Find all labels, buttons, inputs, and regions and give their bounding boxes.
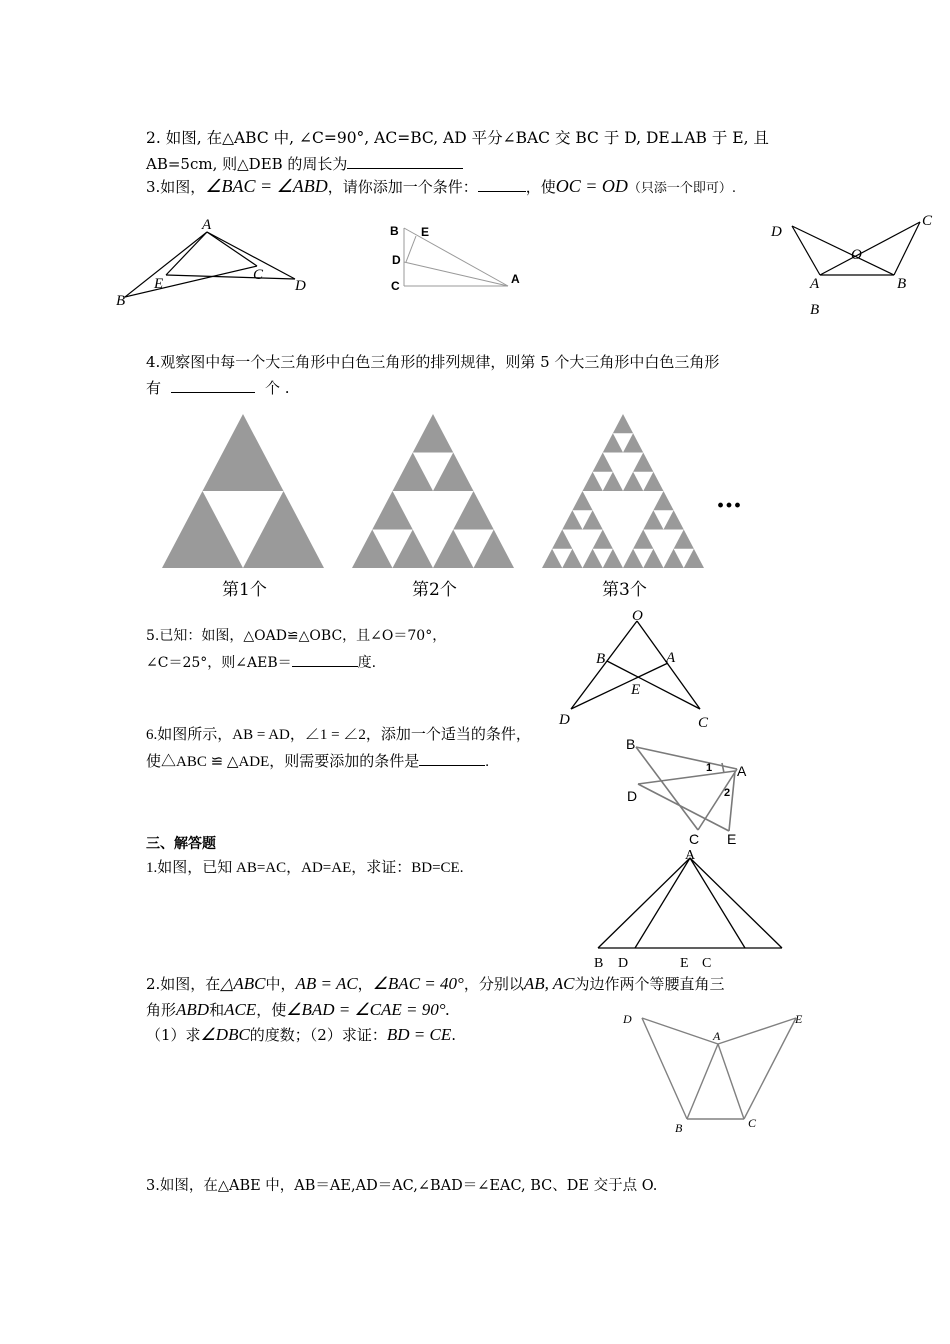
fig-q2-label-a: A (202, 217, 212, 233)
fig-q4-caption-3: 第3个 (602, 580, 647, 600)
q6-answer-blank[interactable] (419, 750, 485, 766)
q6-line2-suffix: . (485, 754, 490, 770)
fig-q3-bowtie (768, 208, 938, 318)
q5-line2 (146, 651, 376, 673)
q4-line2 (146, 377, 290, 398)
q3-target: OC = OD (555, 176, 628, 196)
fig-q2b-label-e: E (421, 225, 430, 239)
fig-q5-label-a: A (666, 650, 676, 666)
s3p2-and: 和 (209, 1001, 225, 1019)
s3p2-sep: ， (357, 975, 373, 993)
fig-q6-triangles (622, 733, 752, 851)
fig-q2-label-d: D (295, 278, 306, 294)
q3-answer-blank[interactable] (478, 176, 526, 192)
fig-q6-label-1: 1 (706, 762, 713, 774)
fig-s3p1-label-e: E (680, 956, 689, 971)
fig-s3-p1-triangle (588, 846, 793, 971)
fig-q4-caption-2: 第2个 (412, 580, 457, 600)
fig-q2b-label-b: B (390, 224, 399, 238)
s3p2-sides: AB, AC (523, 974, 575, 993)
section3-p1: 1.如图，已知 AB=AC，AD=AE，求证：BD=CE. (146, 860, 464, 876)
s3p2-l3-c: . (451, 1026, 456, 1044)
q4-line2-suffix: 个 . (265, 379, 290, 397)
s3p2-l2-a: 角形 (146, 1001, 177, 1019)
fig-q4-sierpinski-2 (350, 412, 516, 570)
fig-q3-label-c: C (922, 213, 933, 229)
q5-line2-suffix: 度. (357, 655, 377, 671)
s3p2-eq3: ∠BAD = ∠CAE = 90°. (286, 1000, 450, 1019)
q6-line2-prefix: 使△ABC ≌ △ADE，则需要添加的条件是 (146, 754, 420, 770)
fig-q4-ellipsis: … (716, 484, 742, 514)
q2-line2-text: AB=5cm, 则△DEB 的周长为 (146, 155, 348, 173)
fig-q4-caption-1: 第1个 (222, 580, 267, 600)
q3-prefix: 3.如图， (146, 178, 206, 196)
fig-q6-label-c: C (689, 831, 700, 847)
s3p2-tri: △ABC (220, 974, 266, 993)
fig-s3p1-label-c: C (702, 956, 712, 971)
q3-mid: ，请你添加一个条件： (327, 178, 478, 196)
section3-title: 三、解答题 (146, 836, 216, 852)
s3p2-l1-c: ，分别以 (463, 975, 524, 993)
fig-q2b-label-d: D (392, 253, 401, 267)
s3p2-l3-a: （1）求 (146, 1026, 201, 1044)
fig-q3-label-b: B (897, 276, 907, 292)
fig-q2b-label-a: A (511, 272, 520, 286)
fig-q4-sierpinski-1 (160, 412, 326, 570)
fig-q3-label-d: D (771, 224, 782, 240)
section3-p2-line2 (146, 1000, 450, 1020)
fig-q5-label-o: O (632, 608, 643, 624)
s3p2-eq2: ∠BAC = 40° (372, 974, 464, 993)
q2-line2 (146, 153, 463, 174)
fig-q2-triangle (110, 215, 320, 310)
s3p2-eq4: BD = CE (386, 1025, 452, 1044)
q6-line2 (146, 750, 489, 772)
section3-p3: 3.如图，在△ABE 中，AB＝AE,AD＝AC,∠BAD＝∠EAC, BC、DE 交于点 O. (146, 1178, 658, 1194)
fig-q2b-label-c: C (391, 279, 400, 293)
fig-q2-label-e: E (154, 276, 164, 292)
fig-q2-label-c: C (253, 267, 264, 283)
fig-s3p2-label-c: C (748, 1116, 757, 1130)
q4-line2-prefix: 有 (146, 379, 162, 397)
fig-q2-right-triangle (388, 222, 528, 297)
fig-q5-triangles (555, 605, 730, 735)
fig-q2-label-b: B (116, 293, 126, 309)
q4-answer-blank[interactable] (171, 377, 255, 393)
fig-s3-p2-triangles (618, 1008, 818, 1138)
fig-q4-sierpinski-3 (540, 412, 706, 570)
fig-q6-label-d: D (627, 788, 638, 804)
s3p2-l1-d: 为边作两个等腰直角三 (574, 975, 725, 993)
fig-q3-label-b2: B (810, 302, 820, 318)
fig-s3p2-label-d: D (623, 1012, 632, 1026)
q3-after-blank: ，使 (525, 178, 556, 196)
fig-s3p2-label-b: B (675, 1121, 683, 1135)
fig-q5-label-d: D (559, 712, 570, 728)
fig-s3p1-label-d: D (618, 956, 629, 971)
q3-condition: ∠BAC = ∠ABD (205, 176, 328, 196)
fig-q6-label-b: B (626, 736, 636, 752)
q2-answer-blank[interactable] (347, 153, 463, 169)
fig-s3p2-label-a: A (713, 1029, 721, 1043)
fig-q5-label-b: B (596, 651, 606, 667)
fig-s3p2-label-e: E (795, 1012, 803, 1026)
q3-line (146, 176, 736, 199)
s3p2-l2-b: ，使 (256, 1001, 287, 1019)
section3-p2-line1 (146, 974, 725, 994)
q2-line1: 2. 如图, 在△ABC 中, ∠C=90°, AC=BC, AD 平分∠BAC 交 BC 于 D, DE⊥AB 于 E, 且 (146, 129, 769, 147)
q6-line1: 6.如图所示，AB = AD，∠1 = ∠2，添加一个适当的条件， (146, 727, 531, 743)
fig-s3p1-label-b: B (594, 956, 604, 971)
q5-answer-blank[interactable] (292, 651, 358, 667)
s3p2-l1-b: 中， (265, 975, 296, 993)
s3p2-dbc: ∠DBC (200, 1025, 250, 1044)
fig-q6-label-e: E (727, 831, 737, 847)
q5-line1: 5.已知：如图，△OAD≌△OBC，且∠O＝70°， (146, 628, 447, 644)
fig-q6-label-2: 2 (724, 787, 731, 799)
s3p2-l3-b: 的度数；（2）求证： (249, 1026, 387, 1044)
q4-line1: 4.观察图中每一个大三角形中白色三角形的排列规律，则第 5 个大三角形中白色三角形 (146, 353, 720, 371)
fig-q6-label-a: A (737, 763, 747, 779)
fig-q3-label-a: A (810, 276, 820, 292)
s3p2-ace: ACE (224, 1000, 257, 1019)
s3p2-abd: ABD (176, 1000, 210, 1019)
fig-q3-label-o: O (851, 247, 862, 263)
fig-q5-label-c: C (698, 715, 709, 731)
fig-q5-label-e: E (631, 682, 641, 698)
section3-p2-line3 (146, 1025, 456, 1045)
s3p2-l1-a: 2.如图，在 (146, 975, 221, 993)
s3p2-eq1: AB = AC (295, 974, 358, 993)
fig-s3p1-label-a: A (685, 848, 696, 863)
q3-suffix: （只添一个即可）. (627, 181, 737, 196)
q5-line2-prefix: ∠C＝25°，则∠AEB＝ (146, 655, 292, 671)
